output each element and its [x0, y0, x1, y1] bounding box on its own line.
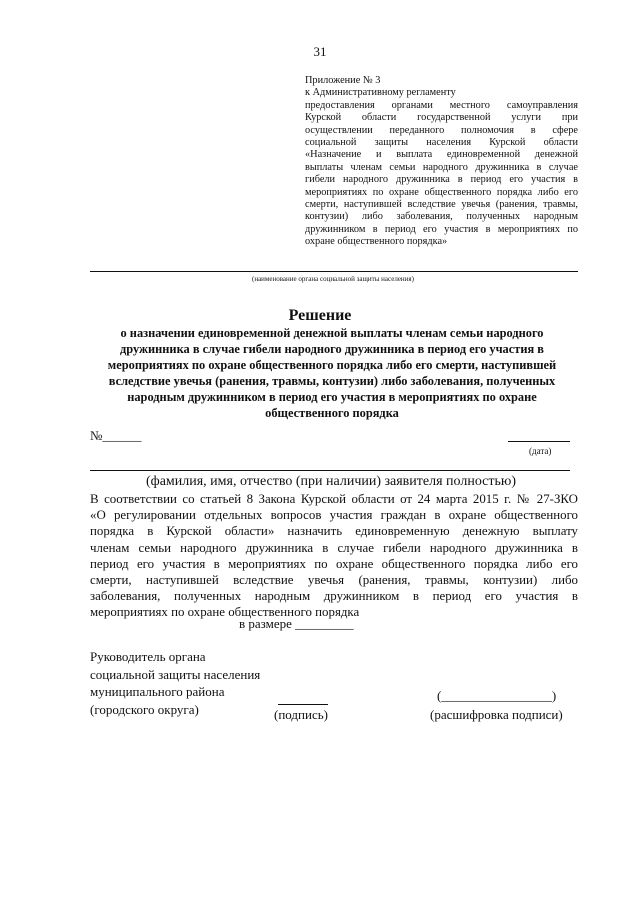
appendix-line: социальной защиты населения Курской области	[305, 137, 578, 149]
appendix-line: предоставления органами местного самоуправления	[305, 99, 578, 111]
appendix-line: гибели народного дружинника в период его участия в	[305, 174, 578, 186]
subtitle-line: мероприятиях по охране общественного порядка либо его смерти, наступившей	[107, 358, 557, 372]
appendix-line: осуществлении переданного полномочия в сфере	[305, 124, 578, 136]
amount-line: в размере _________	[239, 616, 354, 631]
transcript-blank: (_________________)	[437, 688, 557, 703]
appendix-line: смерти, наступившей вследствие увечья (ранения, травмы,	[305, 199, 578, 211]
subtitle-line: дружинника в случае гибели народного дружинника в период его участия в	[120, 342, 544, 356]
appendix-line: «Назначение и выплата единовременной денежной	[305, 149, 578, 161]
appendix-line: охране общественного порядка»	[305, 236, 448, 248]
decision-number: №______	[90, 428, 142, 443]
appendix-line: Приложение № 3	[305, 75, 381, 86]
signatory-line: Руководитель органа	[90, 649, 206, 664]
decision-title: Решение	[288, 307, 352, 324]
body-line: смерти, наступившей вследствие увечья (ранения, травмы, контузии) либо	[90, 573, 578, 588]
appendix-line: контузии) либо заболевания, полученных народным	[305, 211, 578, 223]
subtitle-line: народным дружинником в период его участия в мероприятиях по охране	[127, 390, 537, 404]
signatory-line: муниципального района	[90, 684, 225, 699]
date-caption: (дата)	[529, 446, 552, 456]
body-line: членам семьи народного дружинника в случае гибели народного дружинника в	[90, 540, 578, 555]
authority-name-line	[90, 271, 578, 272]
body-line: В соответствии со статьей 8 Закона Курской области от 24 марта 2015 г. № 27-ЗКО	[90, 492, 578, 506]
body-line: мероприятиях по охране общественного порядка	[90, 605, 360, 620]
signatory-block	[90, 648, 260, 718]
subtitle-line: о назначении единовременной денежной выплаты членам семьи народного	[120, 326, 544, 340]
signatory-line: социальной защиты населения	[90, 666, 261, 682]
signatory-line: (городского округа)	[90, 701, 199, 717]
signature-line	[278, 704, 328, 705]
applicant-caption: (фамилия, имя, отчество (при наличии) заявителя полностью)	[145, 474, 517, 489]
body-line: период его участия в мероприятиях по охране общественного порядка либо его	[90, 556, 578, 571]
body-line: заболевания, полученных народным дружинником в период его участия в	[90, 589, 578, 604]
subtitle-line: вследствие увечья (ранения, травмы, контузии) либо заболевания, полученных	[108, 374, 556, 388]
signature-caption: (подпись)	[274, 707, 328, 722]
appendix-line: дружинником в период его участия в мероприятиях по	[305, 223, 578, 235]
decision-body	[90, 491, 578, 621]
page-number: 31	[313, 44, 327, 59]
appendix-block	[305, 75, 578, 249]
appendix-line: мероприятиях по охране общественного порядка либо его	[305, 186, 578, 198]
appendix-line: Курской области государственной услуги при	[305, 112, 578, 124]
appendix-line: выплаты членам семьи народного дружинника в случае	[305, 161, 578, 173]
body-line: порядка в Курской области» назначить единовременную денежную выплату	[90, 524, 578, 539]
decision-subtitle	[92, 325, 572, 421]
subtitle-line: общественного порядка	[265, 406, 399, 420]
body-line: «О регулировании отдельных вопросов участия граждан в охране общественного	[90, 508, 578, 523]
appendix-line: к Административному регламенту	[305, 87, 456, 99]
date-line	[508, 441, 570, 442]
transcript-caption: (расшифровка подписи)	[430, 707, 563, 722]
authority-caption: (наименование органа социальной защиты населения)	[252, 275, 414, 283]
applicant-line	[90, 470, 570, 471]
